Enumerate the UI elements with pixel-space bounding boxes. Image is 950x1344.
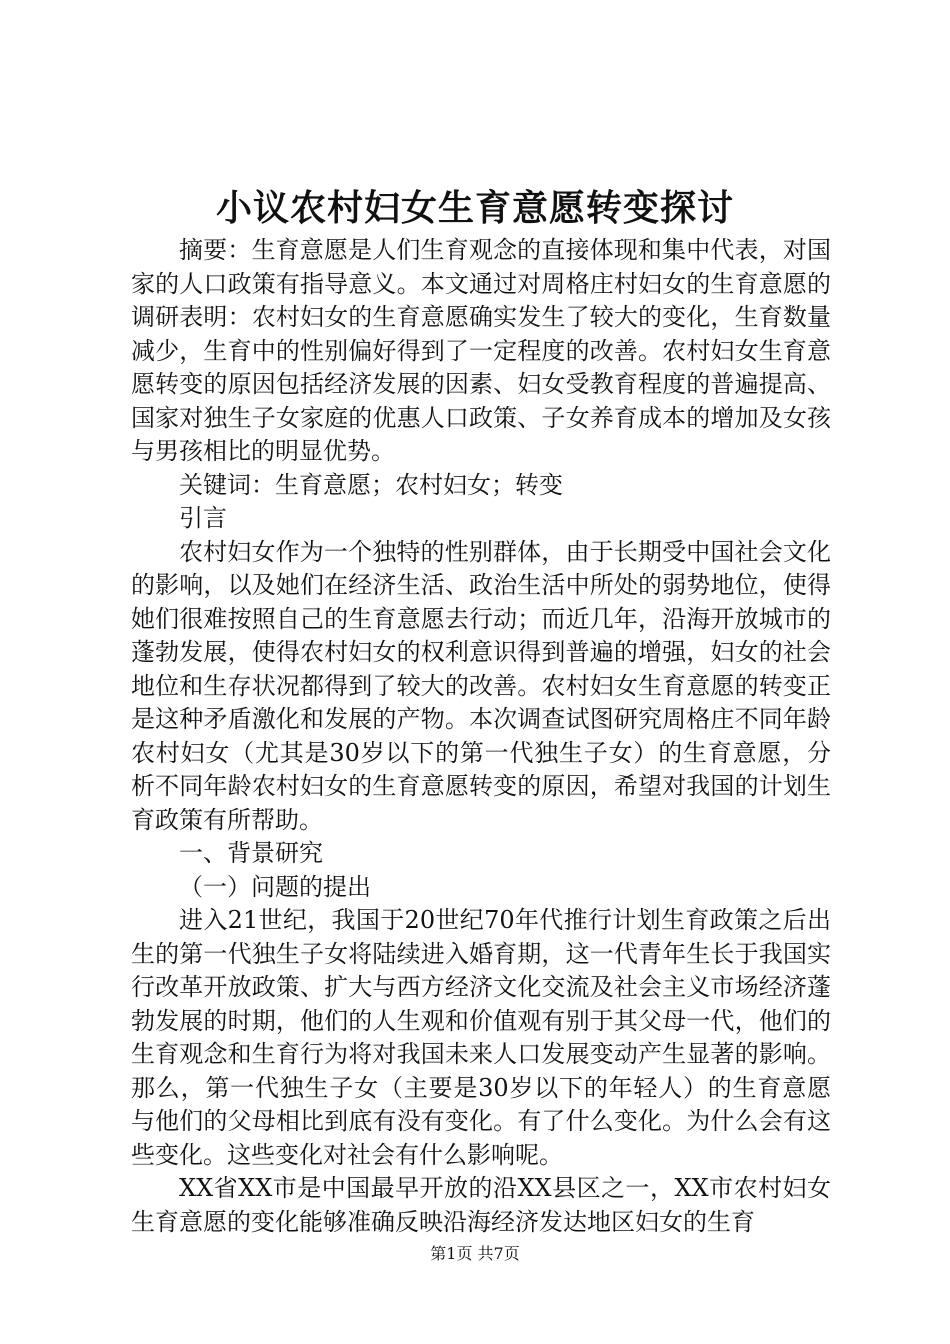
section-heading-introduction: 引言 bbox=[179, 504, 227, 532]
keywords-paragraph: 关键词：生育意愿；农村妇女；转变 bbox=[179, 470, 563, 499]
introduction-paragraph: 农村妇女作为一个独特的性别群体，由于长期受中国社会文化的影响，以及她们在经济生活、政治生活中所处的弱势地位，使得她们很难按照自己的生育意愿去行动；而近几年，沿海开放城市的蓬勃发展，使得农村妇女的权利意识得到普遍的增强，妇女的社会地位和生存状况都得到了较大的改善。农村妇女生育意愿的转变正是这种矛盾激化和发展的产物。本次调查试图研究周格庄不同年龄农村妇女（尤其是30岁以下的第一代独生子女）的生育意愿，分析不同年龄农村妇女的生育意愿转变的原因，希望对我国的计划生育政策有所帮助。 bbox=[131, 537, 831, 834]
region-paragraph: XX省XX市是中国最早开放的沿XX县区之一，XX市农村妇女生育意愿的变化能够准确反映沿海经济发达地区妇女的生育 bbox=[131, 1174, 831, 1236]
subsection-heading-problem: （一）问题的提出 bbox=[179, 872, 371, 901]
document-body bbox=[131, 234, 831, 1239]
problem-paragraph: 进入21世纪，我国于20世纪70年代推行计划生育政策之后出生的第一代独生子女将陆续进入婚育期，这一代青年生长于我国实行改革开放政策、扩大与西方经济文化交流及社会主义市场经济蓬勃发展的时期，他们的人生观和价值观有别于其父母一代，他们的生育观念和生育行为将对我国未来人口发展变动产生显著的影响。那么，第一代独生子女（主要是30岁以下的年轻人）的生育意愿与他们的父母相比到底有没有变化。有了什么变化。为什么会有这些变化。这些变化对社会有什么影响呢。 bbox=[131, 906, 831, 1169]
section-heading-background: 一、背景研究 bbox=[179, 839, 323, 867]
document-title: 小议农村妇女生育意愿转变探讨 bbox=[215, 187, 734, 229]
abstract-paragraph: 摘要：生育意愿是人们生育观念的直接体现和集中代表，对国家的人口政策有指导意义。本文通过对周格庄村妇女的生育意愿的调研表明：农村妇女的生育意愿确实发生了较大的变化，生育数量减少，生育中的性别偏好得到了一定程度的改善。农村妇女生育意愿转变的原因包括经济发展的因素、妇女受教育程度的普遍提高、国家对独生子女家庭的优惠人口政策、子女养育成本的增加及女孩与男孩相比的明显优势。 bbox=[131, 236, 831, 465]
page-footer: 第1页 共7页 bbox=[430, 1244, 520, 1263]
